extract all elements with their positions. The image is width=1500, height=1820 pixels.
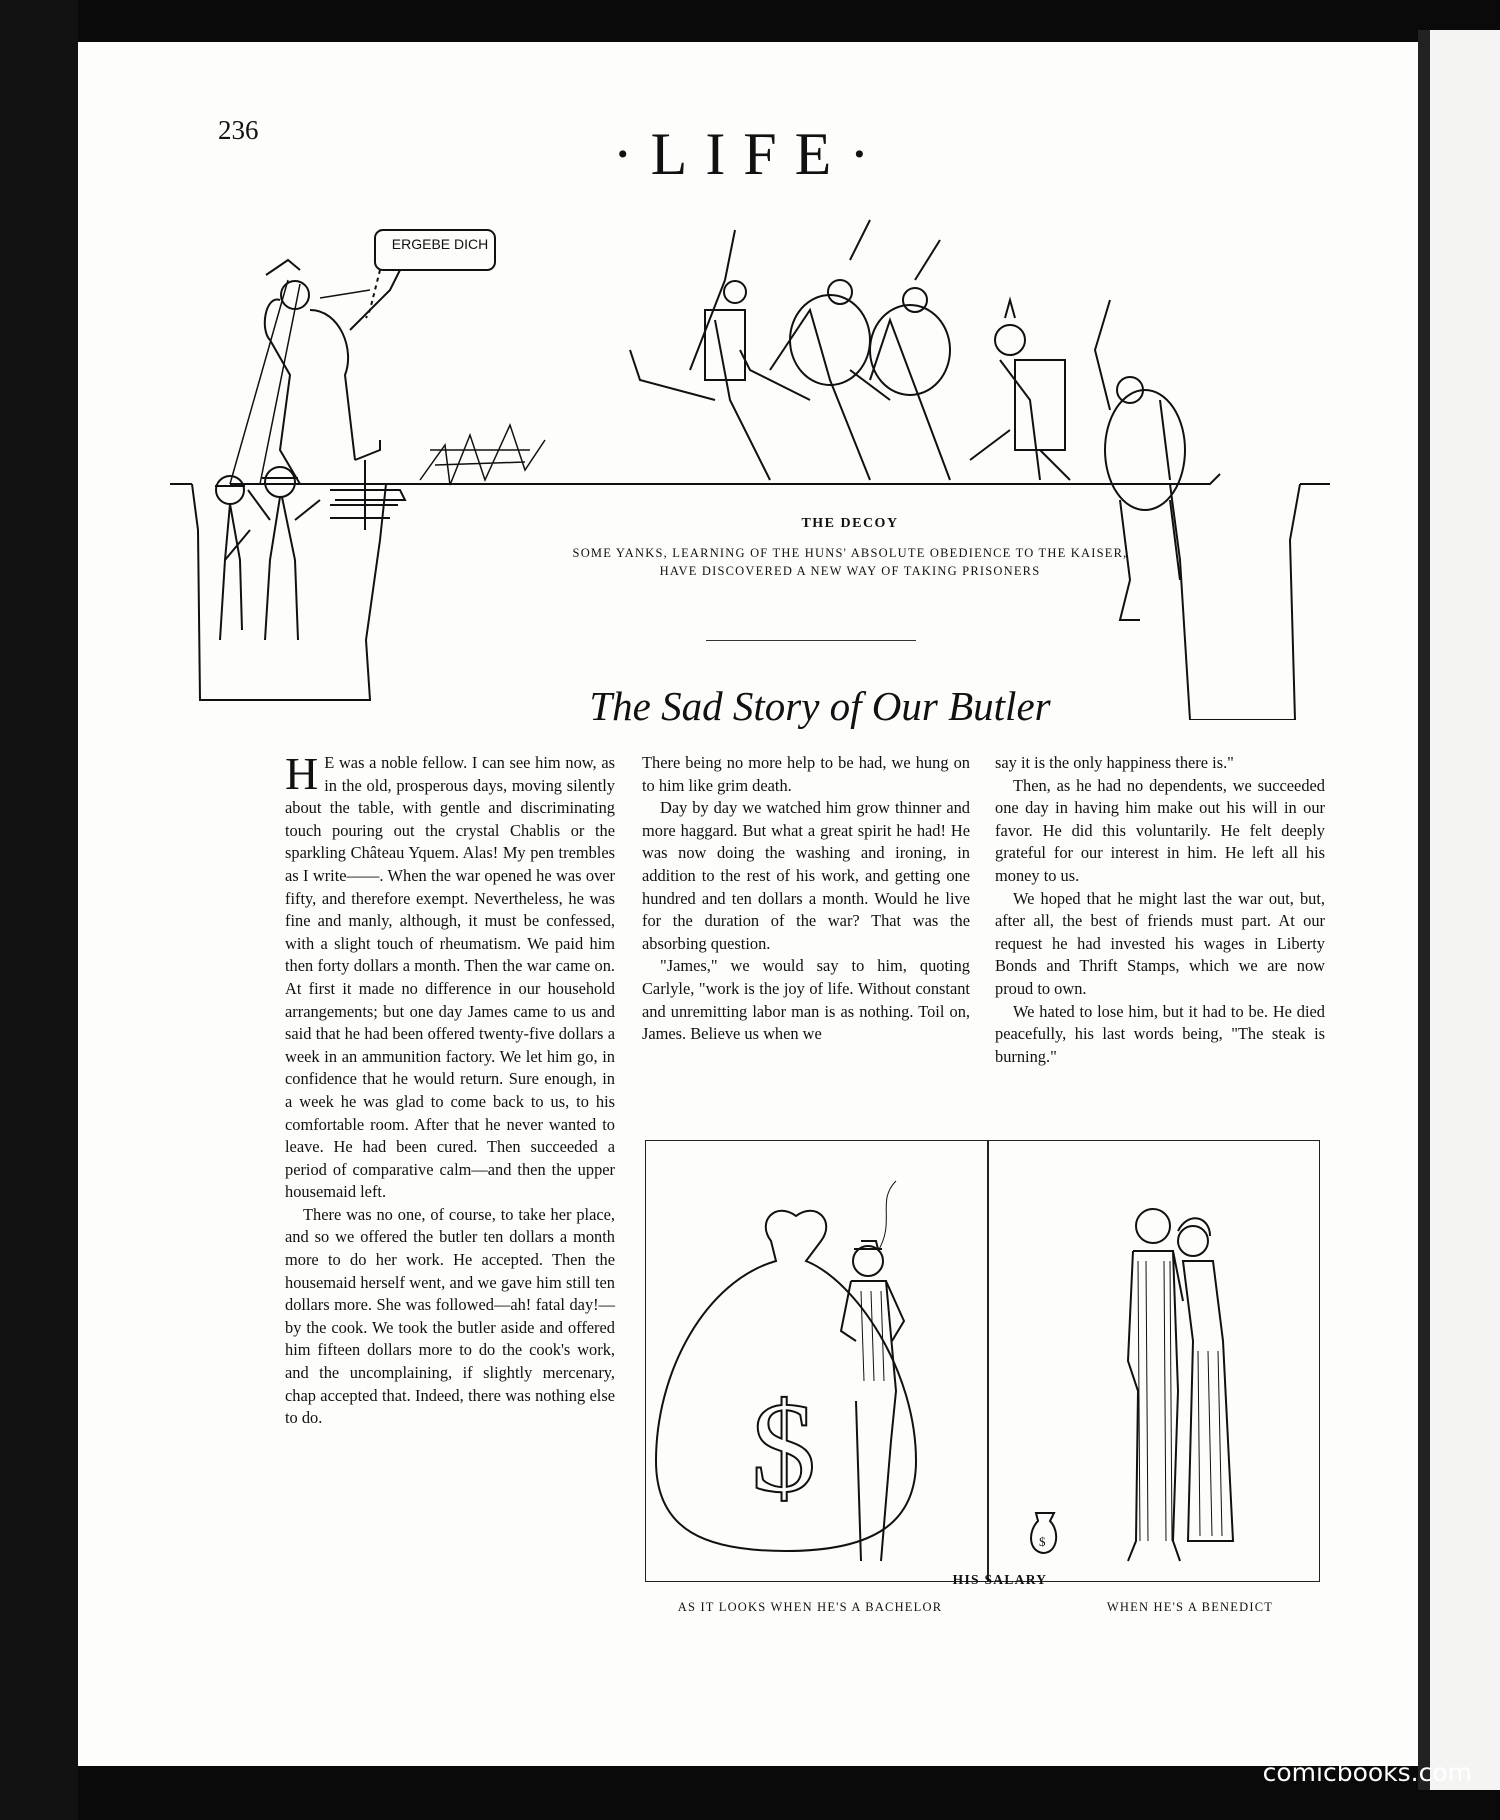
- dollar-sign: $: [751, 1376, 816, 1520]
- german-prisoner: [970, 300, 1070, 480]
- bachelor-caption: AS IT LOOKS WHEN HE'S A BACHELOR: [677, 1600, 943, 1614]
- decoy-caption-line: SOME YANKS, LEARNING OF THE HUNS' ABSOLUTE OBEDIENCE TO THE KAISER,: [572, 546, 1128, 560]
- salary-caption-title: HIS SALARY: [952, 1572, 1048, 1587]
- paragraph: say it is the only happiness there is.": [995, 753, 1234, 772]
- paragraph: We hated to lose him, but it had to be. He died peacefully, his last words being, "The steak is burning.": [995, 1001, 1325, 1066]
- small-money-bag: [1031, 1513, 1056, 1553]
- watermark: comicbooks.com: [1262, 1758, 1472, 1787]
- paragraph-text: E was a noble fellow. I can see him now, as in the old, prosperous days, moving silently about the table, with gentle and discriminating touch pouring out the crystal Chablis or the sparkling Château Yquem. Alas! My pen trembles as I write——. When the war opened he was over fifty, and therefore exempt. Nevertheless, he was fine and manly, although, it must be confessed, with a slight touch of rheumatism. We paid him then forty dollars a month. Then the war came on. At first it made no difference in our household arrangements; but one day James came to us and said that he had been offered twenty-five dollars a week in an ammunition factory. We let him go, in confidence that he would return. Sure enough, in a week he was glad to come back to us, to his comfortable room. After that he never wanted to leave. He had been cured. Then succeeded a period of comparative calm—and then the upper housemaid left.: [285, 753, 615, 1202]
- bachelor-panel-drawing: [646, 1141, 986, 1581]
- paragraph: We hoped that he might last the war out, but, after all, the best of friends must part. At our request he had invested his wages in Liberty Bonds and Thrift Stamps, which we are now proud to own.: [995, 888, 1325, 998]
- paragraph: Day by day we watched him grow thinner and more haggard. But what a great spirit he had! He was now doing the washing and ironing, in addition to the rest of his work, and getting one hundred and ten dollars a month. Would he live for the duration of the war? That was the absorbing question.: [642, 798, 970, 953]
- salary-cartoon: [645, 1140, 1320, 1582]
- benedict-panel-drawing: [988, 1141, 1318, 1581]
- gutter-shadow: [1418, 30, 1430, 1790]
- scan-edge: [0, 0, 78, 1820]
- decoy-cartoon: [170, 200, 1330, 720]
- story-column-1: [285, 748, 615, 1430]
- paragraph: There was no one, of course, to take her place, and so we offered the butler ten dollars a month more to do her work. He accepted. Then the housemaid herself went, and we gave him still ten dollars more. She was followed—ah! fatal day!—by the cook. We took the butler aside and offered him fifteen dollars more to do the cook's work, and the uncomplaining, if slightly mercenary, chap accepted that. Indeed, there was nothing else to do.: [285, 1204, 615, 1428]
- german-prisoner: [740, 220, 870, 480]
- barbed-wire: [420, 425, 545, 485]
- story-column-3: [995, 752, 1325, 1068]
- story-title: The Sad Story of Our Butler: [589, 683, 1051, 729]
- paragraph: "James," we would say to him, quoting Carlyle, "work is the joy of life. Without constant and unremitting labor man is as nothing. Toil on, James. Believe us when we: [642, 956, 970, 1044]
- section-rule: [706, 640, 916, 641]
- german-prisoner: [630, 230, 770, 480]
- paragraph: [285, 748, 615, 1204]
- husband-figure: [1128, 1209, 1183, 1561]
- bachelor-figure: [841, 1181, 904, 1561]
- paragraph: Then, as he had no dependents, we succeeded one day in having him make out his will in our favor. He did this voluntarily. He felt deeply grateful for our interest in him. He left all his money to us.: [995, 775, 1325, 885]
- drop-cap: H: [285, 748, 319, 799]
- yank-soldier: [265, 467, 295, 497]
- decoy-caption-line: HAVE DISCOVERED A NEW WAY OF TAKING PRISONERS: [659, 564, 1041, 578]
- paragraph: There being no more help to be had, we hung on to him like grim death.: [642, 753, 970, 795]
- story-column-2: [642, 752, 970, 1046]
- wife-figure: [1178, 1218, 1233, 1541]
- decoy-caption-title: THE DECOY: [801, 516, 899, 531]
- masthead: ·LIFE·: [612, 121, 888, 187]
- benedict-caption: WHEN HE'S A BENEDICT: [1106, 1600, 1274, 1614]
- svg-text:$: $: [1039, 1534, 1046, 1549]
- yank-soldier: [216, 476, 244, 504]
- adjacent-page-edge: [1430, 30, 1500, 1790]
- decoy-caption: [470, 544, 1230, 580]
- page-number: 236: [218, 115, 259, 145]
- speech-bubble-text: ERGEBE DICH: [391, 236, 489, 252]
